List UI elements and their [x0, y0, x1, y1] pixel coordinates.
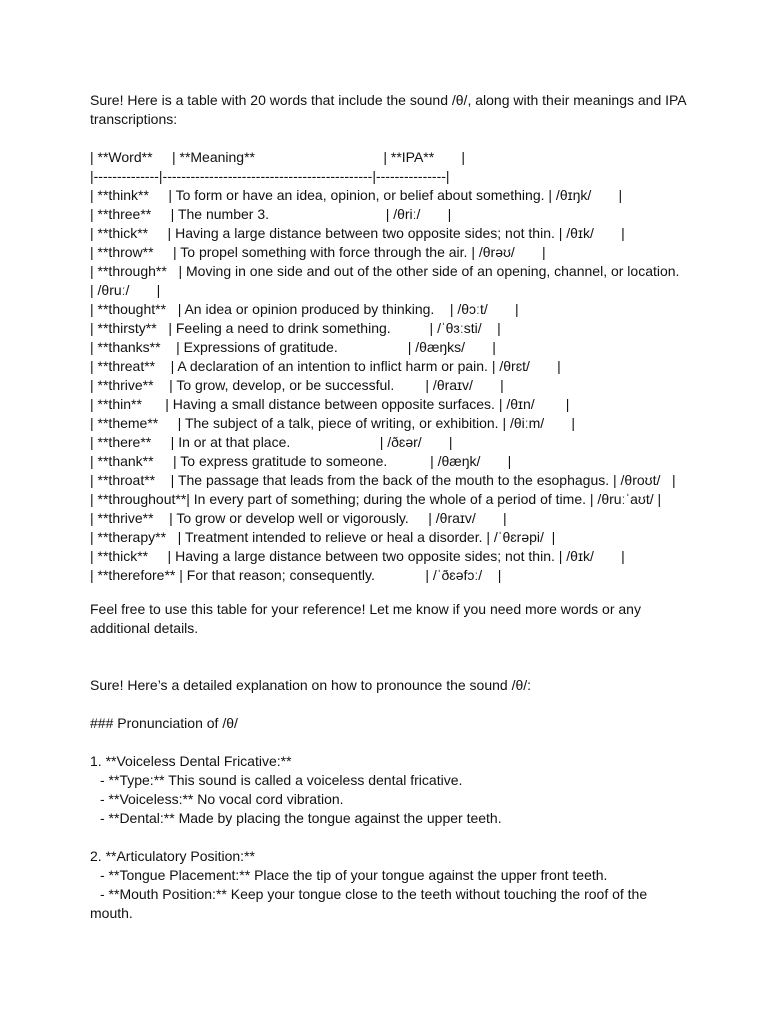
list-item: - **Type:** This sound is called a voiceless dental fricative. [100, 772, 463, 788]
table-line: | **thanks** | Expressions of gratitude. | /θæŋks/ | [90, 339, 496, 355]
explanation-intro: Sure! Here’s a detailed explanation on how to pronounce the sound /θ/: [90, 677, 532, 693]
table-line: | **thought** | An idea or opinion produced by thinking. | /θɔːt/ | [90, 301, 519, 317]
table-line: | **therapy** | Treatment intended to relieve or heal a disorder. | /ˈθɛrəpi/ | [90, 529, 556, 545]
table-line: | **three** | The number 3. | /θriː/ | [90, 206, 452, 222]
table-line: | **throw** | To propel something with force through the air. | /θrəʊ/ | [90, 244, 546, 260]
list-item: - **Tongue Placement:** Place the tip of your tongue against the upper front teeth. [100, 867, 608, 883]
section1-title: 1. **Voiceless Dental Fricative:** [90, 753, 292, 769]
table-line: | **throughout**| In every part of something; during the whole of a period of time. | /θruːˈaʊt/ | [90, 491, 662, 507]
table-line: | **thank** | To express gratitude to someone. | /θæŋk/ | [90, 453, 512, 469]
table-line: | **thick** | Having a large distance between two opposite sides; not thin. | /θɪk/ | [90, 225, 625, 241]
list-item: - **Dental:** Made by placing the tongue against the upper teeth. [100, 810, 502, 826]
table-line: | **thin** | Having a small distance between opposite surfaces. | /θɪn/ | [90, 396, 570, 412]
table-line: | **think** | To form or have an idea, opinion, or belief about something. | /θɪŋk/ | [90, 187, 623, 203]
table-line: | **thirsty** | Feeling a need to drink something. | /ˈθɜːsti/ | [90, 320, 501, 336]
list-item: - **Voiceless:** No vocal cord vibration. [100, 791, 344, 807]
table-line: | **thrive** | To grow, develop, or be successful. | /θraɪv/ | [90, 377, 504, 393]
table-line: | **threat** | A declaration of an intention to inflict harm or pain. | /θrɛt/ | [90, 358, 561, 374]
table-line: | **therefore** | For that reason; consequently. | /ˈðɛəfɔː/ | [90, 567, 502, 583]
table-line: | **throat** | The passage that leads from the back of the mouth to the esophagus. | /θroʊt/ | [90, 472, 676, 488]
table-line: | **thick** | Having a large distance between two opposite sides; not thin. | /θɪk/ | [90, 548, 625, 564]
table-line: | **theme** | The subject of a talk, piece of writing, or exhibition. | /θiːm/ | [90, 415, 576, 431]
list-item: - **Mouth Position:** Keep your tongue close to the teeth without touching the roof of the mouth. [90, 886, 648, 921]
table-line: | **there** | In or at that place. | /ðɛər/ | [90, 434, 453, 450]
table-line: | /θruː/ | [90, 282, 161, 298]
section2-title: 2. **Articulatory Position:** [90, 848, 255, 864]
table-line: | **through** | Moving in one side and out of the other side of an opening, channel, or location. [90, 263, 680, 279]
outro-paragraph: Feel free to use this table for your reference! Let me know if you need more words or any additional details. [90, 601, 641, 636]
section-heading: ### Pronunciation of /θ/ [90, 715, 238, 731]
table-line: | **Word** | **Meaning** | **IPA** | [90, 149, 466, 165]
intro-paragraph: Sure! Here is a table with 20 words that include the sound /θ/, along with their meanings and IPA transcriptions: [90, 92, 686, 127]
table-line: |--------------|---------------------------------------------|---------------| [90, 168, 450, 184]
table-line: | **thrive** | To grow or develop well or vigorously. | /θraɪv/ | [90, 510, 507, 526]
